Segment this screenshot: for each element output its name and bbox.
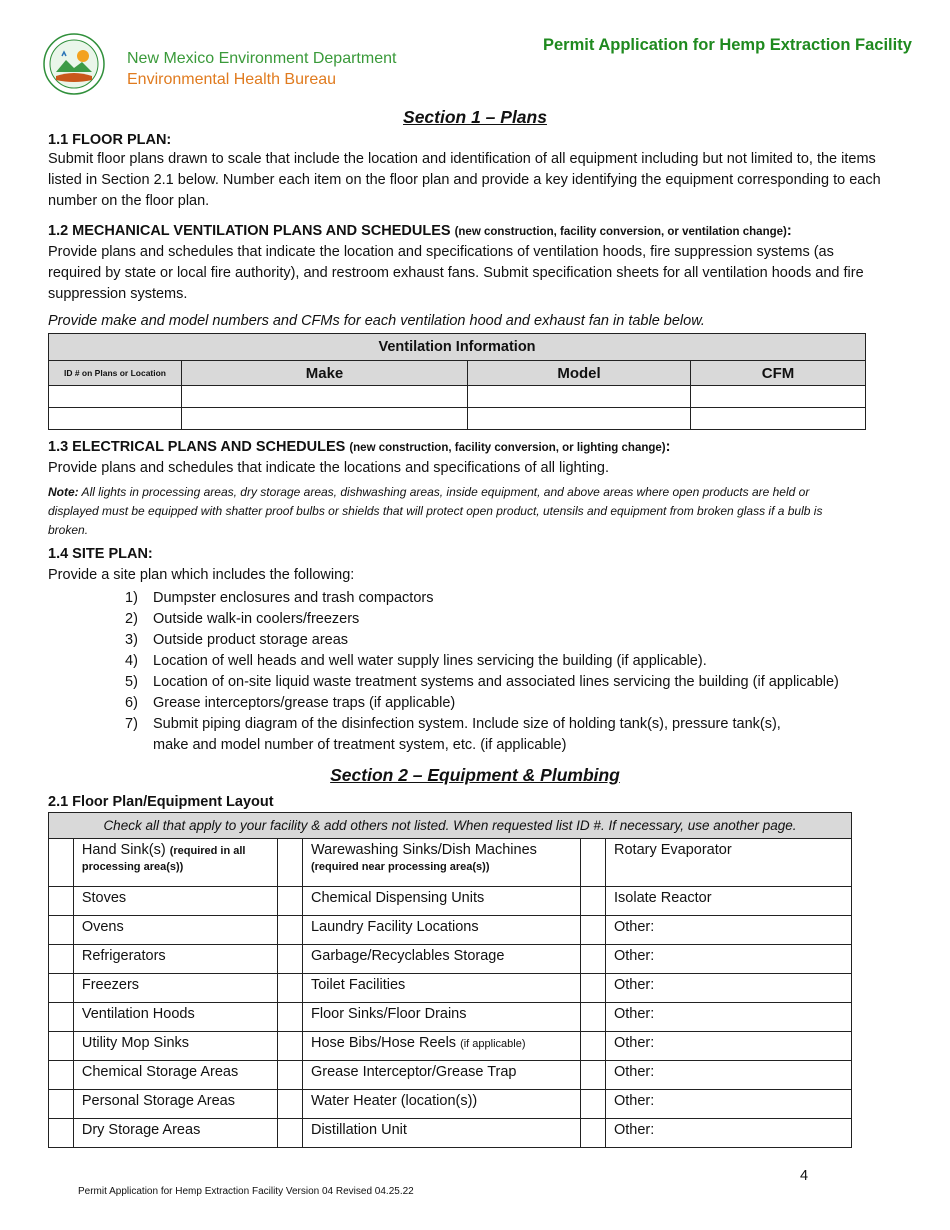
- section1-title: Section 1 – Plans: [403, 107, 547, 127]
- list-item: [125, 735, 839, 756]
- list-item: [125, 714, 839, 735]
- checkbox-cell[interactable]: [581, 839, 606, 887]
- checkbox-cell[interactable]: [278, 916, 303, 945]
- page-number: 4: [800, 1168, 809, 1184]
- item-text: Warewashing Sinks/Dish Machines: [310, 842, 537, 858]
- footer-text: Permit Application for Hemp Extraction Facility Version 04 Revised 04.25.22: [78, 1186, 414, 1197]
- item-label: Rotary Evaporator: [606, 839, 852, 887]
- s13-heading-colon: :: [665, 439, 671, 455]
- item-label: Freezers: [73, 974, 277, 1003]
- item-label: Garbage/Recyclables Storage: [302, 945, 580, 974]
- list-text: Location of well heads and well water supply lines servicing the building (if applicable).: [153, 653, 707, 669]
- s21-heading: 2.1 Floor Plan/Equipment Layout: [48, 794, 274, 810]
- item-label: Distillation Unit: [302, 1119, 580, 1148]
- list-number: 5): [125, 674, 138, 690]
- item-label: Ventilation Hoods: [73, 1003, 277, 1032]
- list-number: 6): [125, 695, 138, 711]
- item-text: Hose Bibs/Hose Reels: [310, 1035, 461, 1051]
- list-text: make and model number of treatment system, etc. (if applicable): [153, 737, 567, 753]
- checkbox-cell[interactable]: [49, 1090, 74, 1119]
- item-label: [302, 839, 580, 887]
- checkbox-cell[interactable]: [278, 887, 303, 916]
- list-number: 3): [125, 632, 138, 648]
- s13-text: Provide plans and schedules that indicate the locations and specifications of all lighting.: [48, 460, 610, 476]
- checkbox-cell[interactable]: [278, 1090, 303, 1119]
- table-row: [49, 887, 852, 916]
- item-label: Chemical Dispensing Units: [302, 887, 580, 916]
- s11-heading: 1.1 FLOOR PLAN:: [48, 132, 172, 148]
- item-label: Grease Interceptor/Grease Trap: [302, 1061, 580, 1090]
- checkbox-cell[interactable]: [278, 974, 303, 1003]
- checkbox-cell[interactable]: [49, 916, 74, 945]
- table-row: [49, 839, 852, 887]
- equipment-table: [48, 812, 852, 1148]
- item-label: Other:: [606, 945, 852, 974]
- item-label: Personal Storage Areas: [73, 1090, 277, 1119]
- item-label: Dry Storage Areas: [73, 1119, 277, 1148]
- item-label: [302, 1032, 580, 1061]
- dept-line1: New Mexico Environment Department: [127, 50, 397, 67]
- table-row: [49, 386, 866, 408]
- list-text: Outside walk-in coolers/freezers: [153, 611, 360, 627]
- item-label: Ovens: [73, 916, 277, 945]
- checkbox-cell[interactable]: [278, 1003, 303, 1032]
- checkbox-cell[interactable]: [581, 887, 606, 916]
- list-text: Grease interceptors/grease traps (if applicable): [153, 695, 456, 711]
- checkbox-cell[interactable]: [278, 945, 303, 974]
- site-plan-list: [125, 588, 839, 756]
- col-id: ID # on Plans or Location: [49, 361, 182, 386]
- cfm-cell[interactable]: [691, 386, 866, 408]
- list-item: [125, 651, 839, 672]
- checkbox-cell[interactable]: [581, 1090, 606, 1119]
- equipment-table-caption: Check all that apply to your facility & add others not listed. When requested list ID #. If necessary, use another page.: [49, 813, 852, 839]
- department-name: [127, 48, 396, 90]
- item-label: Refrigerators: [73, 945, 277, 974]
- col-make: Make: [182, 361, 468, 386]
- s12-heading-colon: :: [786, 223, 792, 239]
- list-item: [125, 672, 839, 693]
- list-number: 4): [125, 653, 138, 669]
- col-cfm: CFM: [691, 361, 866, 386]
- list-text: Location of on-site liquid waste treatment systems and associated lines servicing the building (if applicable): [153, 674, 839, 690]
- item-label: Chemical Storage Areas: [73, 1061, 277, 1090]
- s12-instruction: Provide make and model numbers and CFMs for each ventilation hood and exhaust fan in table below.: [48, 313, 705, 329]
- table-row: [49, 945, 852, 974]
- s12-text: Provide plans and schedules that indicate the location and specifications of ventilation hoods, fire suppression systems (as required by state or local fire authority), and restroom exhaust fans. Submit specification sheets for all ventilation hoods and fire suppression systems.: [48, 244, 864, 302]
- checkbox-cell[interactable]: [278, 839, 303, 887]
- nmed-logo: [42, 32, 106, 96]
- s14-text: Provide a site plan which includes the following:: [48, 567, 355, 583]
- checkbox-cell[interactable]: [49, 1003, 74, 1032]
- make-cell[interactable]: [182, 386, 468, 408]
- checkbox-cell[interactable]: [581, 1003, 606, 1032]
- table-row: [49, 1119, 852, 1148]
- ventilation-table-caption: Ventilation Information: [49, 334, 866, 361]
- checkbox-cell[interactable]: [49, 974, 74, 1003]
- s13-heading: [48, 439, 670, 455]
- col-model: Model: [468, 361, 691, 386]
- item-note: (required near processing area(s)): [310, 861, 490, 873]
- id-cell[interactable]: [49, 408, 182, 430]
- checkbox-cell[interactable]: [581, 974, 606, 1003]
- list-item: [125, 609, 839, 630]
- s13-heading-note: (new construction, facility conversion, or lighting change): [349, 442, 666, 454]
- item-label: [73, 839, 277, 887]
- checkbox-cell[interactable]: [278, 1119, 303, 1148]
- checkbox-cell[interactable]: [581, 945, 606, 974]
- item-label: Other:: [606, 1003, 852, 1032]
- item-label: Toilet Facilities: [302, 974, 580, 1003]
- item-label: Isolate Reactor: [606, 887, 852, 916]
- section2-title: Section 2 – Equipment & Plumbing: [330, 765, 620, 785]
- ventilation-table: [48, 333, 866, 430]
- checkbox-cell[interactable]: [581, 1119, 606, 1148]
- checkbox-cell[interactable]: [49, 945, 74, 974]
- item-label: Utility Mop Sinks: [73, 1032, 277, 1061]
- s13-note: [48, 483, 848, 540]
- s12-heading: [48, 223, 792, 239]
- list-item: [125, 630, 839, 651]
- list-text: Submit piping diagram of the disinfection system. Include size of holding tank(s), pressure tank(s),: [153, 716, 781, 732]
- item-label: Other:: [606, 1061, 852, 1090]
- item-label: Other:: [606, 1032, 852, 1061]
- list-item: [125, 588, 839, 609]
- table-row: [49, 1090, 852, 1119]
- id-cell[interactable]: [49, 386, 182, 408]
- item-label: Water Heater (location(s)): [302, 1090, 580, 1119]
- table-row: [49, 1003, 852, 1032]
- item-note: (required in all processing area(s)): [81, 845, 246, 873]
- s12-heading-main: 1.2 MECHANICAL VENTILATION PLANS AND SCHEDULES: [48, 223, 455, 239]
- list-number: 1): [125, 590, 138, 606]
- item-note: (if applicable): [460, 1038, 526, 1050]
- item-label: Laundry Facility Locations: [302, 916, 580, 945]
- list-item: [125, 693, 839, 714]
- item-label: Other:: [606, 1119, 852, 1148]
- checkbox-cell[interactable]: [581, 916, 606, 945]
- cfm-cell[interactable]: [691, 408, 866, 430]
- note-text: All lights in processing areas, dry storage areas, dishwashing areas, inside equipment, and above areas where open products are held or displayed must be equipped with shatter proof bulbs or shields that will protect open product, utensils and equipment from broken glass if a bulb is broken.: [48, 485, 823, 537]
- s11-text: Submit floor plans drawn to scale that include the location and identification of all equipment including but not limited to, the items listed in Section 2.1 below. Number each item on the floor plan and provide a key identifying the equipment corresponding to each number on the floor plan.: [48, 151, 881, 209]
- item-label: Floor Sinks/Floor Drains: [302, 1003, 580, 1032]
- checkbox-cell[interactable]: [49, 839, 74, 887]
- item-label: Other:: [606, 916, 852, 945]
- s14-heading: 1.4 SITE PLAN:: [48, 546, 153, 562]
- checkbox-cell[interactable]: [49, 1061, 74, 1090]
- list-text: Outside product storage areas: [153, 632, 349, 648]
- checkbox-cell[interactable]: [581, 1061, 606, 1090]
- checkbox-cell[interactable]: [49, 1119, 74, 1148]
- table-row: [49, 916, 852, 945]
- item-text: Hand Sink(s): [81, 842, 170, 858]
- item-label: Stoves: [73, 887, 277, 916]
- dept-line2: Environmental Health Bureau: [127, 71, 337, 88]
- s12-heading-note: (new construction, facility conversion, or ventilation change): [454, 226, 787, 238]
- list-text: Dumpster enclosures and trash compactors: [153, 590, 434, 606]
- checkbox-cell[interactable]: [49, 887, 74, 916]
- table-row: [49, 1061, 852, 1090]
- note-label: Note:: [48, 485, 79, 499]
- checkbox-cell[interactable]: [49, 1032, 74, 1061]
- table-row: [49, 408, 866, 430]
- model-cell[interactable]: [468, 408, 691, 430]
- s13-heading-main: 1.3 ELECTRICAL PLANS AND SCHEDULES: [48, 439, 350, 455]
- model-cell[interactable]: [468, 386, 691, 408]
- item-label: Other:: [606, 974, 852, 1003]
- checkbox-cell[interactable]: [278, 1032, 303, 1061]
- list-number: 7): [125, 716, 138, 732]
- table-row: [49, 974, 852, 1003]
- checkbox-cell[interactable]: [278, 1061, 303, 1090]
- list-number: 2): [125, 611, 138, 627]
- make-cell[interactable]: [182, 408, 468, 430]
- form-title: Permit Application for Hemp Extraction Facility: [543, 36, 912, 54]
- item-label: Other:: [606, 1090, 852, 1119]
- table-row: [49, 1032, 852, 1061]
- checkbox-cell[interactable]: [581, 1032, 606, 1061]
